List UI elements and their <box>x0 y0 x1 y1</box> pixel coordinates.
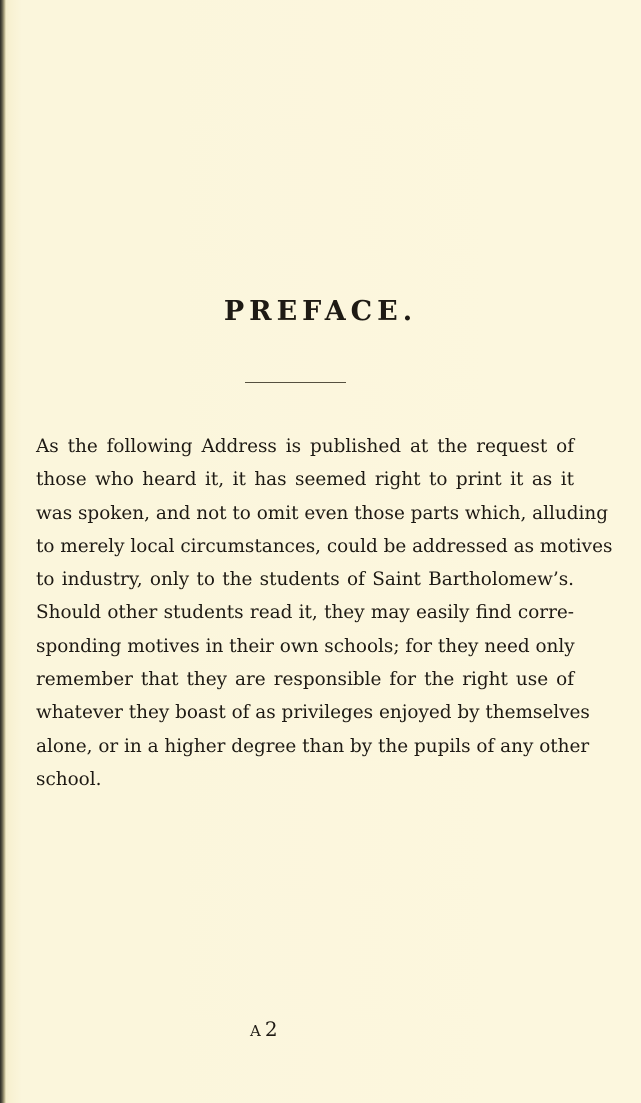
paragraph-line: those who heard it, it has seemed right to print it as it <box>36 469 574 491</box>
paragraph-line: to merely local circumstances, could be addressed as motives <box>36 535 613 557</box>
signature-number: 2 <box>264 1017 282 1041</box>
paragraph-line: As the following Address is published at the request of <box>36 436 574 457</box>
paragraph-line: whatever they boast of as privileges enjoyed by themselves <box>36 702 590 724</box>
paragraph-line: alone, or in a higher degree than by the pupils of any other <box>36 735 590 757</box>
title-rule <box>245 382 346 383</box>
paragraph-line: remember that they are responsible for the right use of <box>36 669 574 691</box>
paragraph-line: sponding motives in their own schools; for they need only <box>36 635 575 657</box>
paragraph-line: Should other students read it, they may easily find corre- <box>36 602 574 624</box>
preface-paragraph <box>36 430 613 796</box>
binding-edge <box>0 0 6 1103</box>
paragraph-line: was spoken, and not to omit even those parts which, alluding <box>36 502 609 524</box>
page-title: PREFACE. <box>223 296 418 327</box>
paragraph-line: school. <box>36 768 102 790</box>
signature-mark <box>250 1019 282 1039</box>
signature-letter: A <box>250 1022 265 1040</box>
paragraph-line: to industry, only to the students of Saint Bartholomew’s. <box>36 569 574 591</box>
